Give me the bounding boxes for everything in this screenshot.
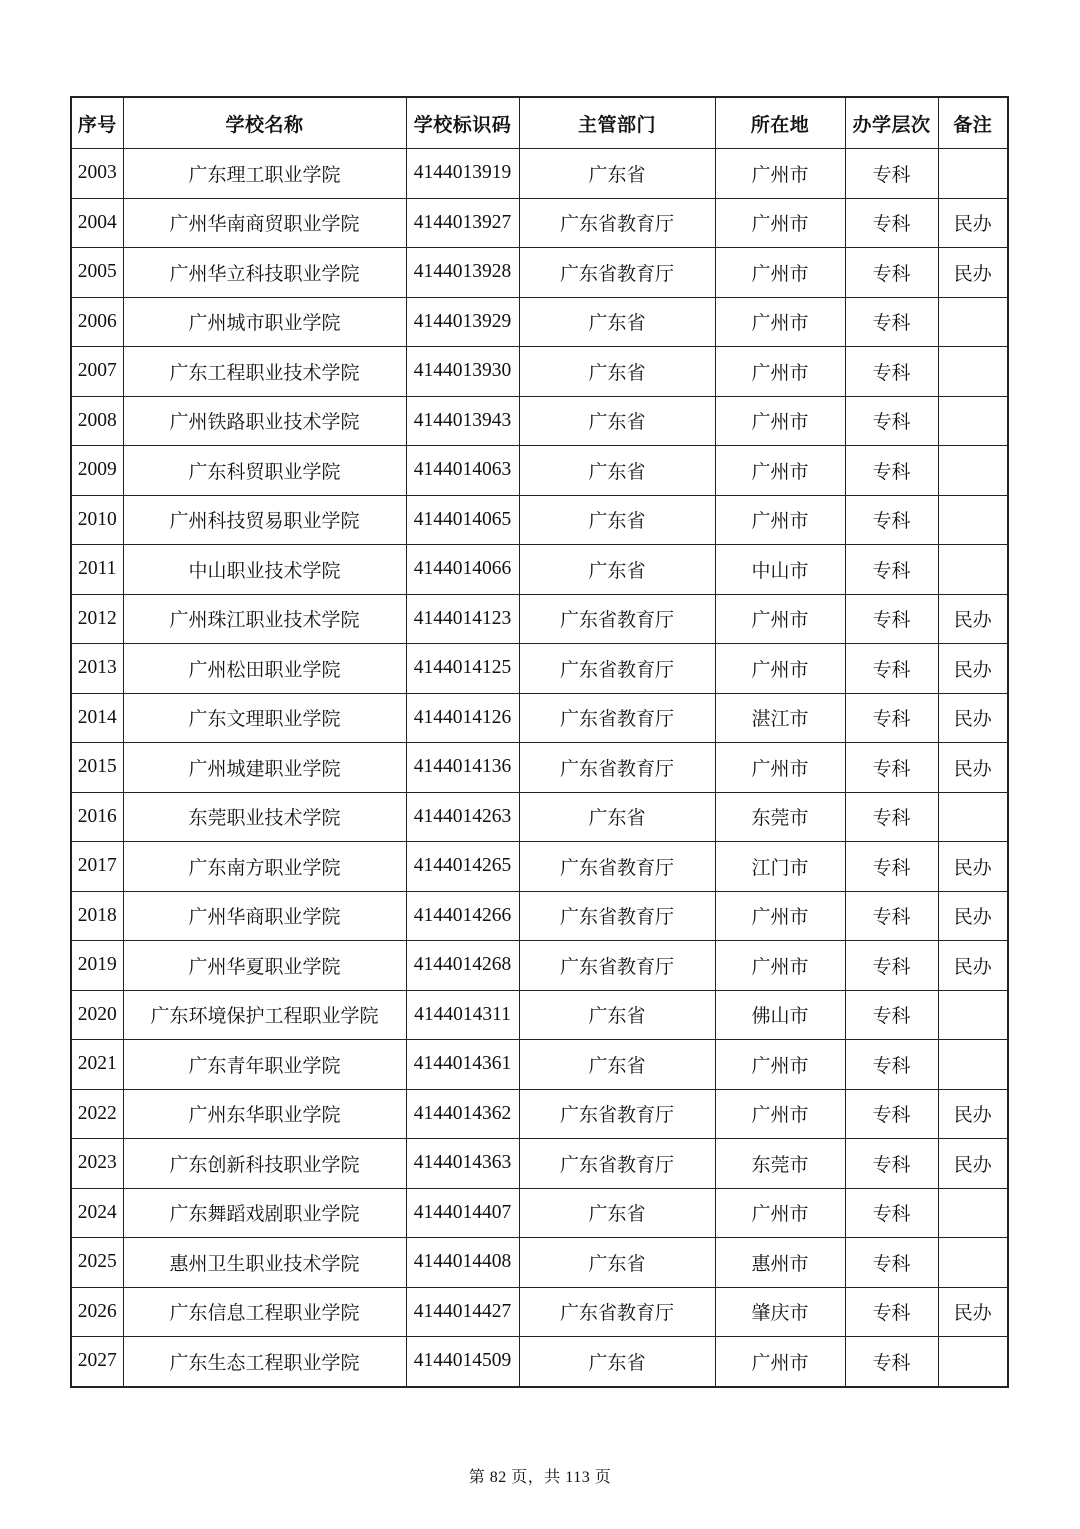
cell-level: 专科 <box>845 396 938 446</box>
table-row <box>71 396 1008 446</box>
cell-note: 民办 <box>938 198 1008 248</box>
table-row <box>71 1238 1008 1288</box>
cell-note <box>938 297 1008 347</box>
cell-level: 专科 <box>845 842 938 892</box>
header-note: 备注 <box>938 97 1008 149</box>
header-dept: 主管部门 <box>519 97 715 149</box>
table-row <box>71 545 1008 595</box>
cell-seq: 2014 <box>71 693 123 743</box>
cell-school-code: 4144014407 <box>406 1188 519 1238</box>
cell-department: 广东省教育厅 <box>519 1139 715 1189</box>
cell-department: 广东省 <box>519 396 715 446</box>
header-code: 学校标识码 <box>406 97 519 149</box>
cell-department: 广东省教育厅 <box>519 891 715 941</box>
cell-department: 广东省 <box>519 446 715 496</box>
cell-school-name: 广东生态工程职业学院 <box>123 1337 406 1387</box>
cell-level: 专科 <box>845 297 938 347</box>
cell-level: 专科 <box>845 1287 938 1337</box>
table-row <box>71 594 1008 644</box>
cell-school-name: 中山职业技术学院 <box>123 545 406 595</box>
schools-table <box>70 96 1009 1388</box>
cell-department: 广东省 <box>519 1337 715 1387</box>
cell-location: 广州市 <box>715 644 845 694</box>
cell-seq: 2007 <box>71 347 123 397</box>
cell-department: 广东省教育厅 <box>519 941 715 991</box>
cell-note: 民办 <box>938 941 1008 991</box>
cell-note: 民办 <box>938 842 1008 892</box>
cell-location: 广州市 <box>715 446 845 496</box>
cell-school-name: 广州东华职业学院 <box>123 1089 406 1139</box>
cell-note <box>938 792 1008 842</box>
cell-school-name: 广东南方职业学院 <box>123 842 406 892</box>
cell-seq: 2015 <box>71 743 123 793</box>
table-row <box>71 792 1008 842</box>
cell-seq: 2011 <box>71 545 123 595</box>
table-row <box>71 149 1008 199</box>
cell-location: 佛山市 <box>715 990 845 1040</box>
cell-school-code: 4144014408 <box>406 1238 519 1288</box>
cell-location: 广州市 <box>715 1188 845 1238</box>
cell-school-name: 广州华夏职业学院 <box>123 941 406 991</box>
cell-level: 专科 <box>845 594 938 644</box>
cell-note <box>938 347 1008 397</box>
cell-school-name: 广东工程职业技术学院 <box>123 347 406 397</box>
cell-school-name: 广东青年职业学院 <box>123 1040 406 1090</box>
cell-level: 专科 <box>845 792 938 842</box>
table-row <box>71 743 1008 793</box>
cell-location: 广州市 <box>715 149 845 199</box>
cell-school-name: 广东科贸职业学院 <box>123 446 406 496</box>
cell-location: 广州市 <box>715 297 845 347</box>
table-row <box>71 495 1008 545</box>
cell-note: 民办 <box>938 693 1008 743</box>
cell-school-name: 广州城市职业学院 <box>123 297 406 347</box>
cell-note: 民办 <box>938 594 1008 644</box>
header-name: 学校名称 <box>123 97 406 149</box>
cell-department: 广东省教育厅 <box>519 644 715 694</box>
cell-note <box>938 545 1008 595</box>
cell-level: 专科 <box>845 990 938 1040</box>
cell-seq: 2016 <box>71 792 123 842</box>
cell-location: 广州市 <box>715 198 845 248</box>
cell-level: 专科 <box>845 446 938 496</box>
cell-location: 中山市 <box>715 545 845 595</box>
cell-department: 广东省教育厅 <box>519 693 715 743</box>
table-row <box>71 1287 1008 1337</box>
cell-note <box>938 1188 1008 1238</box>
cell-note: 民办 <box>938 891 1008 941</box>
cell-level: 专科 <box>845 693 938 743</box>
cell-school-code: 4144014427 <box>406 1287 519 1337</box>
cell-school-name: 广东信息工程职业学院 <box>123 1287 406 1337</box>
cell-location: 江门市 <box>715 842 845 892</box>
cell-note <box>938 495 1008 545</box>
schools-table-container <box>70 96 1007 1388</box>
cell-school-code: 4144013927 <box>406 198 519 248</box>
cell-seq: 2003 <box>71 149 123 199</box>
cell-level: 专科 <box>845 1188 938 1238</box>
cell-school-name: 东莞职业技术学院 <box>123 792 406 842</box>
cell-note <box>938 446 1008 496</box>
cell-note: 民办 <box>938 644 1008 694</box>
cell-seq: 2023 <box>71 1139 123 1189</box>
cell-school-name: 广州华商职业学院 <box>123 891 406 941</box>
cell-school-code: 4144013928 <box>406 248 519 298</box>
cell-level: 专科 <box>845 1089 938 1139</box>
cell-seq: 2009 <box>71 446 123 496</box>
cell-school-code: 4144014268 <box>406 941 519 991</box>
cell-school-code: 4144014136 <box>406 743 519 793</box>
cell-school-name: 广东理工职业学院 <box>123 149 406 199</box>
cell-department: 广东省 <box>519 347 715 397</box>
cell-department: 广东省 <box>519 545 715 595</box>
header-level: 办学层次 <box>845 97 938 149</box>
table-row <box>71 1089 1008 1139</box>
cell-location: 广州市 <box>715 1089 845 1139</box>
table-row <box>71 1139 1008 1189</box>
cell-level: 专科 <box>845 149 938 199</box>
cell-department: 广东省 <box>519 792 715 842</box>
cell-location: 广州市 <box>715 248 845 298</box>
header-seq: 序号 <box>71 97 123 149</box>
table-row <box>71 347 1008 397</box>
cell-level: 专科 <box>845 495 938 545</box>
cell-department: 广东省 <box>519 1188 715 1238</box>
cell-location: 广州市 <box>715 594 845 644</box>
cell-seq: 2024 <box>71 1188 123 1238</box>
table-row <box>71 446 1008 496</box>
cell-level: 专科 <box>845 198 938 248</box>
cell-level: 专科 <box>845 1040 938 1090</box>
cell-school-code: 4144014125 <box>406 644 519 694</box>
cell-seq: 2004 <box>71 198 123 248</box>
cell-note <box>938 396 1008 446</box>
cell-level: 专科 <box>845 347 938 397</box>
table-row <box>71 891 1008 941</box>
header-location: 所在地 <box>715 97 845 149</box>
cell-school-code: 4144014509 <box>406 1337 519 1387</box>
cell-school-code: 4144014362 <box>406 1089 519 1139</box>
cell-school-name: 广东创新科技职业学院 <box>123 1139 406 1189</box>
table-row <box>71 1040 1008 1090</box>
cell-level: 专科 <box>845 1337 938 1387</box>
table-row <box>71 248 1008 298</box>
cell-school-code: 4144013929 <box>406 297 519 347</box>
cell-school-name: 广州华立科技职业学院 <box>123 248 406 298</box>
cell-department: 广东省教育厅 <box>519 1287 715 1337</box>
table-row <box>71 941 1008 991</box>
cell-school-code: 4144014123 <box>406 594 519 644</box>
table-row <box>71 990 1008 1040</box>
cell-seq: 2020 <box>71 990 123 1040</box>
cell-school-code: 4144014126 <box>406 693 519 743</box>
cell-department: 广东省教育厅 <box>519 198 715 248</box>
cell-school-code: 4144014361 <box>406 1040 519 1090</box>
cell-location: 广州市 <box>715 743 845 793</box>
cell-note: 民办 <box>938 1287 1008 1337</box>
cell-school-name: 广州科技贸易职业学院 <box>123 495 406 545</box>
cell-location: 肇庆市 <box>715 1287 845 1337</box>
cell-school-code: 4144014065 <box>406 495 519 545</box>
table-row <box>71 1188 1008 1238</box>
cell-school-name: 广州城建职业学院 <box>123 743 406 793</box>
cell-school-name: 广东环境保护工程职业学院 <box>123 990 406 1040</box>
cell-school-code: 4144014066 <box>406 545 519 595</box>
cell-location: 广州市 <box>715 891 845 941</box>
cell-department: 广东省 <box>519 495 715 545</box>
cell-level: 专科 <box>845 1238 938 1288</box>
cell-level: 专科 <box>845 1139 938 1189</box>
cell-seq: 2008 <box>71 396 123 446</box>
table-row <box>71 644 1008 694</box>
cell-seq: 2005 <box>71 248 123 298</box>
cell-seq: 2019 <box>71 941 123 991</box>
table-row <box>71 1337 1008 1387</box>
table-header-row <box>71 97 1008 149</box>
cell-school-name: 广东文理职业学院 <box>123 693 406 743</box>
cell-level: 专科 <box>845 891 938 941</box>
cell-department: 广东省 <box>519 297 715 347</box>
table-row <box>71 842 1008 892</box>
cell-department: 广东省教育厅 <box>519 743 715 793</box>
cell-seq: 2010 <box>71 495 123 545</box>
cell-note <box>938 149 1008 199</box>
cell-location: 东莞市 <box>715 792 845 842</box>
cell-location: 惠州市 <box>715 1238 845 1288</box>
cell-seq: 2022 <box>71 1089 123 1139</box>
cell-school-name: 惠州卫生职业技术学院 <box>123 1238 406 1288</box>
cell-location: 广州市 <box>715 495 845 545</box>
cell-level: 专科 <box>845 743 938 793</box>
cell-seq: 2027 <box>71 1337 123 1387</box>
cell-level: 专科 <box>845 545 938 595</box>
cell-seq: 2012 <box>71 594 123 644</box>
cell-note <box>938 1040 1008 1090</box>
cell-school-code: 4144014363 <box>406 1139 519 1189</box>
cell-location: 广州市 <box>715 347 845 397</box>
cell-department: 广东省教育厅 <box>519 594 715 644</box>
cell-note <box>938 1337 1008 1387</box>
cell-location: 东莞市 <box>715 1139 845 1189</box>
table-body <box>71 149 1008 1387</box>
cell-note: 民办 <box>938 1139 1008 1189</box>
table-row <box>71 693 1008 743</box>
cell-seq: 2013 <box>71 644 123 694</box>
cell-location: 广州市 <box>715 941 845 991</box>
cell-school-code: 4144013943 <box>406 396 519 446</box>
cell-department: 广东省 <box>519 149 715 199</box>
cell-seq: 2021 <box>71 1040 123 1090</box>
cell-note <box>938 990 1008 1040</box>
cell-seq: 2026 <box>71 1287 123 1337</box>
cell-school-name: 广州松田职业学院 <box>123 644 406 694</box>
cell-school-name: 广州铁路职业技术学院 <box>123 396 406 446</box>
cell-school-code: 4144014311 <box>406 990 519 1040</box>
cell-note: 民办 <box>938 1089 1008 1139</box>
cell-level: 专科 <box>845 644 938 694</box>
cell-level: 专科 <box>845 941 938 991</box>
cell-school-code: 4144013919 <box>406 149 519 199</box>
cell-department: 广东省教育厅 <box>519 842 715 892</box>
cell-school-code: 4144014263 <box>406 792 519 842</box>
cell-note <box>938 1238 1008 1288</box>
cell-location: 广州市 <box>715 1040 845 1090</box>
cell-note: 民办 <box>938 248 1008 298</box>
cell-school-name: 广东舞蹈戏剧职业学院 <box>123 1188 406 1238</box>
cell-department: 广东省教育厅 <box>519 1089 715 1139</box>
cell-seq: 2017 <box>71 842 123 892</box>
table-row <box>71 297 1008 347</box>
cell-department: 广东省教育厅 <box>519 248 715 298</box>
table-row <box>71 198 1008 248</box>
cell-school-code: 4144014265 <box>406 842 519 892</box>
cell-level: 专科 <box>845 248 938 298</box>
cell-location: 广州市 <box>715 396 845 446</box>
cell-location: 湛江市 <box>715 693 845 743</box>
cell-school-code: 4144014266 <box>406 891 519 941</box>
page-number: 第 82 页，共 113 页 <box>468 1469 612 1486</box>
cell-note: 民办 <box>938 743 1008 793</box>
cell-school-name: 广州华南商贸职业学院 <box>123 198 406 248</box>
cell-seq: 2025 <box>71 1238 123 1288</box>
cell-department: 广东省 <box>519 1238 715 1288</box>
cell-department: 广东省 <box>519 1040 715 1090</box>
cell-seq: 2006 <box>71 297 123 347</box>
cell-location: 广州市 <box>715 1337 845 1387</box>
cell-department: 广东省 <box>519 990 715 1040</box>
cell-school-code: 4144014063 <box>406 446 519 496</box>
cell-school-code: 4144013930 <box>406 347 519 397</box>
cell-school-name: 广州珠江职业技术学院 <box>123 594 406 644</box>
cell-seq: 2018 <box>71 891 123 941</box>
